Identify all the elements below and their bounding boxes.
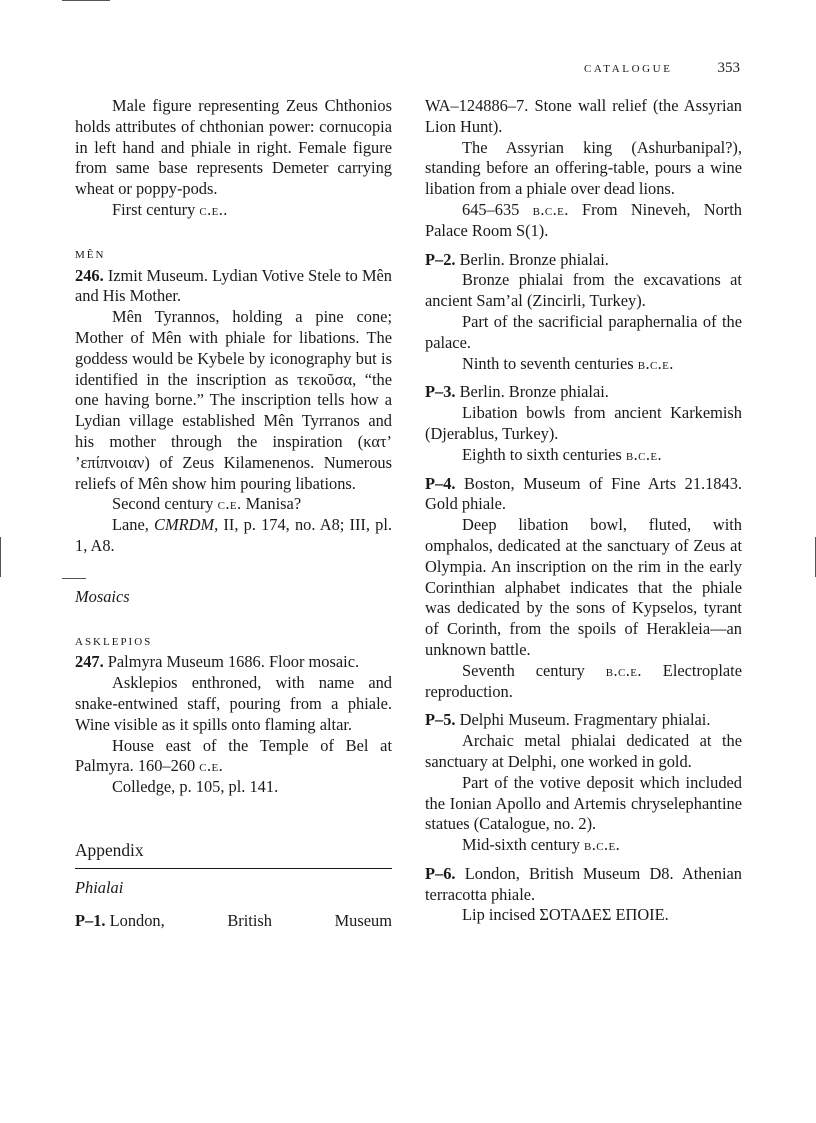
entry-p4-date-note: Electroplate reproduction. xyxy=(425,660,742,701)
entry-p1-word-2: British xyxy=(227,910,272,930)
entry-247-reference: Colledge, p. 105, pl. 141. xyxy=(112,777,279,797)
entry-p2-date-era: b.c.e. xyxy=(637,353,674,373)
section-heading-asklepios: ASKLEPIOS xyxy=(75,635,153,648)
entry-p4-date-era: b.c.e. xyxy=(605,660,642,680)
entry-p5-date-era: b.c.e. xyxy=(584,835,621,855)
entry-p1-date xyxy=(425,200,742,242)
entry-p1-provenance: From Nineveh, North Palace Room S(1). xyxy=(425,199,742,240)
entry-p1-start xyxy=(75,911,165,932)
phialai-heading: Phialai xyxy=(75,877,124,897)
entry-247-location xyxy=(75,736,392,778)
entry-p1-word-3: Museum xyxy=(334,910,392,930)
section-heading-men: MÊN xyxy=(75,248,106,261)
entry-246-description: Mên Tyrannos, holding a pine cone; Mother of Mên with phiale for libations. The goddess would be Kybele by iconography but is identified in the inscription as τεκοῦσα, “the one having borne.” The inscription tells how a Lydian village established Mên Tyrranos and his mother through the inspiration (κατ’ ’επίπνοιαν) of Zeus Kilamenenos. Numerous reliefs of Mên show him pouring libations. xyxy=(75,307,392,493)
entry-p5-date xyxy=(425,835,742,856)
right-column xyxy=(425,96,742,926)
entry-247-location-era: c.e. xyxy=(199,756,224,776)
zeus-date-era: c.e. xyxy=(199,199,224,219)
entry-p5-context: Part of the votive deposit which included the Ionian Apollo and Artemis chryselephantine statues (Catalogue, no. 2). xyxy=(425,772,742,834)
entry-p3-date-era: b.c.e. xyxy=(625,444,662,464)
entry-p4-title-text: Boston, Museum of Fine Arts 21.1843. Gold phiale. xyxy=(425,473,742,514)
entry-p3-date-text: Eighth to sixth centuries xyxy=(462,444,626,464)
entry-p2-date-text: Ninth to seventh centuries xyxy=(462,353,638,373)
entry-p2-number: P–2. xyxy=(425,249,456,269)
entry-p6-title xyxy=(425,864,742,906)
running-head-label: CATALOGUE xyxy=(584,63,673,75)
zeus-description: Male figure representing Zeus Chthonios holds attributes of chthonian power: cornucopia in left hand and phiale in right. Female figure from same base represents Demeter carrying wheat or poppy-pods. xyxy=(75,96,392,199)
entry-p1-title xyxy=(75,911,392,932)
entry-p5-number: P–5. xyxy=(425,710,456,730)
entry-246-reference xyxy=(75,515,392,557)
entry-p5-description: Archaic metal phialai dedicated at the sanctuary at Delphi, one worked in gold. xyxy=(425,731,742,771)
appendix-heading: Appendix xyxy=(75,839,144,860)
entry-247-location-text: House east of the Temple of Bel at Palmyra. 160–260 xyxy=(75,735,392,776)
entry-p3-date xyxy=(425,445,742,466)
entry-246-number: 246. xyxy=(75,265,104,285)
entry-p4-title xyxy=(425,474,742,516)
zeus-date-end: . xyxy=(223,199,228,219)
page-number: 353 xyxy=(717,60,740,76)
entry-246-ref-detail: , II, p. 174, no. A8; III, pl. 1, A8. xyxy=(75,515,393,555)
entry-246-date-text: Second century xyxy=(112,494,218,514)
entry-p1-description: The Assyrian king (Ashurbanipal?), standing before an offering-table, pours a wine libation from a phiale over dead lions. xyxy=(425,137,742,199)
entry-p2-description: Bronze phialai from the excavations at ancient Sam’al (Zincirli, Turkey). xyxy=(425,270,742,311)
entry-p6-number: P–6. xyxy=(425,863,456,883)
entry-p1-date-text: 645–635 xyxy=(462,199,533,219)
entry-246-date-era: c.e. xyxy=(217,494,242,514)
entry-p2-context: Part of the sacrificial paraphernalia of the palace. xyxy=(425,311,742,352)
section-heading-mosaics: Mosaics xyxy=(75,586,130,606)
entry-p1-continued: WA–124886–7. Stone wall relief (the Assyrian Lion Hunt). xyxy=(425,96,742,136)
entry-246-ref-author: Lane, xyxy=(112,515,155,535)
entry-246-title xyxy=(75,266,392,308)
entry-p5-title xyxy=(425,710,742,731)
entry-p3-title xyxy=(425,382,742,403)
entry-p4-date xyxy=(425,661,742,703)
entry-p2-date xyxy=(425,354,742,375)
entry-p6-title-text: London, British Museum D8. Athenian terracotta phiale. xyxy=(425,863,742,904)
entry-247-description: Asklepios enthroned, with name and snake-entwined staff, pouring from a phiale. Wine visible as it spills onto flaming altar. xyxy=(75,673,392,734)
crop-mark-top xyxy=(62,0,110,1)
entry-p6-description: Lip incised ΣΟΤΑΔΕΣ ΕΠΟΙΕ. xyxy=(462,905,669,925)
entry-246-date xyxy=(75,494,392,515)
entry-p2-title xyxy=(425,250,742,271)
entry-p2-title-text: Berlin. Bronze phialai. xyxy=(455,249,609,269)
zeus-date xyxy=(75,200,392,221)
entry-p1-date-era: b.c.e. xyxy=(532,199,569,219)
entry-p1-word-1: London, xyxy=(109,910,165,930)
entry-p3-description: Libation bowls from ancient Karkemish (Djerablus, Turkey). xyxy=(425,403,742,443)
entry-p4-number: P–4. xyxy=(425,473,456,493)
entry-p1-number: P–1. xyxy=(75,910,106,930)
entry-247-number: 247. xyxy=(75,652,104,672)
entry-p5-title-text: Delphi Museum. Fragmentary phialai. xyxy=(455,710,711,730)
left-column xyxy=(75,96,392,931)
zeus-date-text: First century xyxy=(112,199,200,219)
running-head xyxy=(584,60,740,80)
entry-p3-title-text: Berlin. Bronze phialai. xyxy=(455,382,609,402)
entry-p3-number: P–3. xyxy=(425,382,456,402)
entry-246-title-text: Izmit Museum. Lydian Votive Stele to Mên and His Mother. xyxy=(75,265,392,306)
crop-mark-left xyxy=(0,537,1,577)
entry-247-title-text: Palmyra Museum 1686. Floor mosaic. xyxy=(103,652,360,672)
entry-p4-description: Deep libation bowl, fluted, with omphalos, dedicated at the sanctuary of Zeus at Olympia. An inscription on the rim in the early Corinthian alphabet indicates that the phiale was dedicated by the sons of Kypselos, tyrant of Corinth, from the spoils of Herakleia—an unknown battle. xyxy=(425,515,742,659)
appendix-rule xyxy=(75,868,392,869)
entry-247-title xyxy=(75,652,392,673)
entry-p4-date-text: Seventh century xyxy=(462,660,606,680)
entry-p5-date-text: Mid-sixth century xyxy=(462,835,585,855)
entry-246-date-place: Manisa? xyxy=(241,494,302,514)
entry-246-ref-work: CMRDM xyxy=(154,515,215,535)
